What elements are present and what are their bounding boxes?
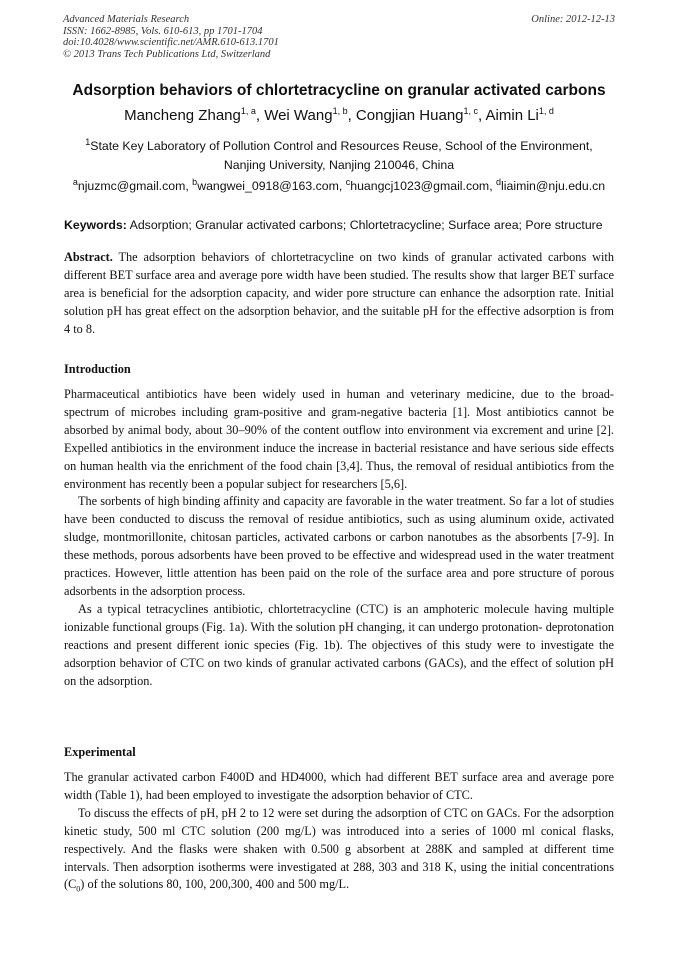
journal-header [63,14,615,60]
abstract-label: Abstract. [64,250,113,264]
journal-name: Advanced Materials Research [63,14,190,25]
keywords-text: Adsorption; Granular activated carbons; Chlortetracycline; Surface area; Pore structure [129,218,603,232]
email: $^c$huangcj1023@gmail.com, [345,176,497,193]
paragraph: As a typical tetracyclines antibiotic, chlortetracycline (CTC) is an amphoteric molecule having multiple ionizable functional groups (Fig. 1a). With the solution pH changing, it can undergo protonation- deprotonation reactions and present different ionic species (Fig. 1b). The objectives of this study were to investigate the adsorption behavior of CTC on two kinds of granular activated carbons (GACs), and the effect of solution pH on the adsorption. [64,601,614,688]
paragraph: Pharmaceutical antibiotics have been widely used in human and veterinary medicine, due to the broad-spectrum of microbes including gram-positive and gram-negative bacteria [1]. Most antibiotics cannot be absorbed by animal body, about 30–90% of the content outflow into environment via excrement and urine [2]. Expelled antibiotics in the environment induce the increase in bacterial resistance and have serious side effects on human health via the enrichment of the food chain [3,4]. Thus, the removal of residual antibiotics from the environment has recently been a popular subject for researchers [5,6]. [64,387,614,491]
abstract-text: The adsorption behaviors of chlortetracycline on two kinds of granular activated carbons with different BET surface area and average pore width have been studied. The results show that larger BET surface area is beneficial for the adsorption capacity, and wider pore structure can enhance the adsorption rate. Initial solution pH has great effect on the adsorption behavior, and the suitable pH for the effective adsorption is from 4 to 8. [64,250,614,336]
keywords-label: Keywords: [64,218,127,232]
section-heading-introduction: Introduction [64,362,131,376]
paragraph: The sorbents of high binding affinity and capacity are favorable in the water treatment. So far a lot of studies have been conducted to discuss the removal of residue antibiotics, such as using aluminum oxide, activated sludge, montmorillonite, chitosan particles, activated carbons or carbon nanotubes as the absorbents [7-9]. In these methods, porous adsorbents have been proved to be effective and widespread used in the water treatment practices. However, little attention has been paid on the role of the surface area and pore structure of porous adsorbents in the adsorption process. [64,494,614,598]
affiliation: $^1$State Key Laboratory of Pollution Control and Resources Reuse, School of the Environment, Nanjing University, Nanjing 210046, China [85,136,593,172]
experimental-body [64,769,614,894]
author: Wei Wang$^{1, b}$, [264,106,356,124]
author: Mancheng Zhang$^{1, a}$, [124,106,265,124]
email: $^b$wangwei_0918@163.com, [192,176,346,193]
author-list [30,107,648,124]
section-heading-experimental: Experimental [64,745,136,759]
paragraph: To discuss the effects of pH, pH 2 to 12 were set during the adsorption of CTC on GACs. For the adsorption kinetic study, 500 ml CTC solution (200 mg/L) was introduced into a series of 1000 ml conical flasks, respectively. And the flasks were shaken with 0.500 g absorbent at 288K and sampled at different time intervals. Then adsorption isotherms were investigated at 288, 303 and 318 K, using the initial concentrations $(C_0)$ of the solutions 80, 100, 200,300, 400 and 500 mg/L. [64,805,614,894]
email-list [20,176,658,193]
email: $^a$njuzmc@gmail.com, [72,176,193,193]
doi-line: doi:10.4028/www.scientific.net/AMR.610-613.1701 [63,37,279,49]
paragraph: The granular activated carbon F400D and HD4000, which had different BET surface area and average pore width (Table 1), had been employed to investigate the adsorption behavior of CTC. [64,770,614,802]
author: Aimin Li$^{1, d}$ [485,106,554,124]
copyright-line: © 2013 Trans Tech Publications Ltd, Switzerland [63,48,271,60]
introduction-body [64,386,614,690]
author: Congjian Huang$^{1, c}$, [355,106,486,124]
abstract [64,249,614,339]
online-date: Online: 2012-12-13 [531,14,615,25]
issn-line: ISSN: 1662-8985, Vols. 610-613, pp 1701-1704 [63,25,263,37]
paper-title: Adsorption behaviors of chlortetracycline on granular activated carbons [72,82,606,99]
keywords [64,218,615,232]
email: $^d$liaimin@nju.edu.cn [496,176,606,193]
